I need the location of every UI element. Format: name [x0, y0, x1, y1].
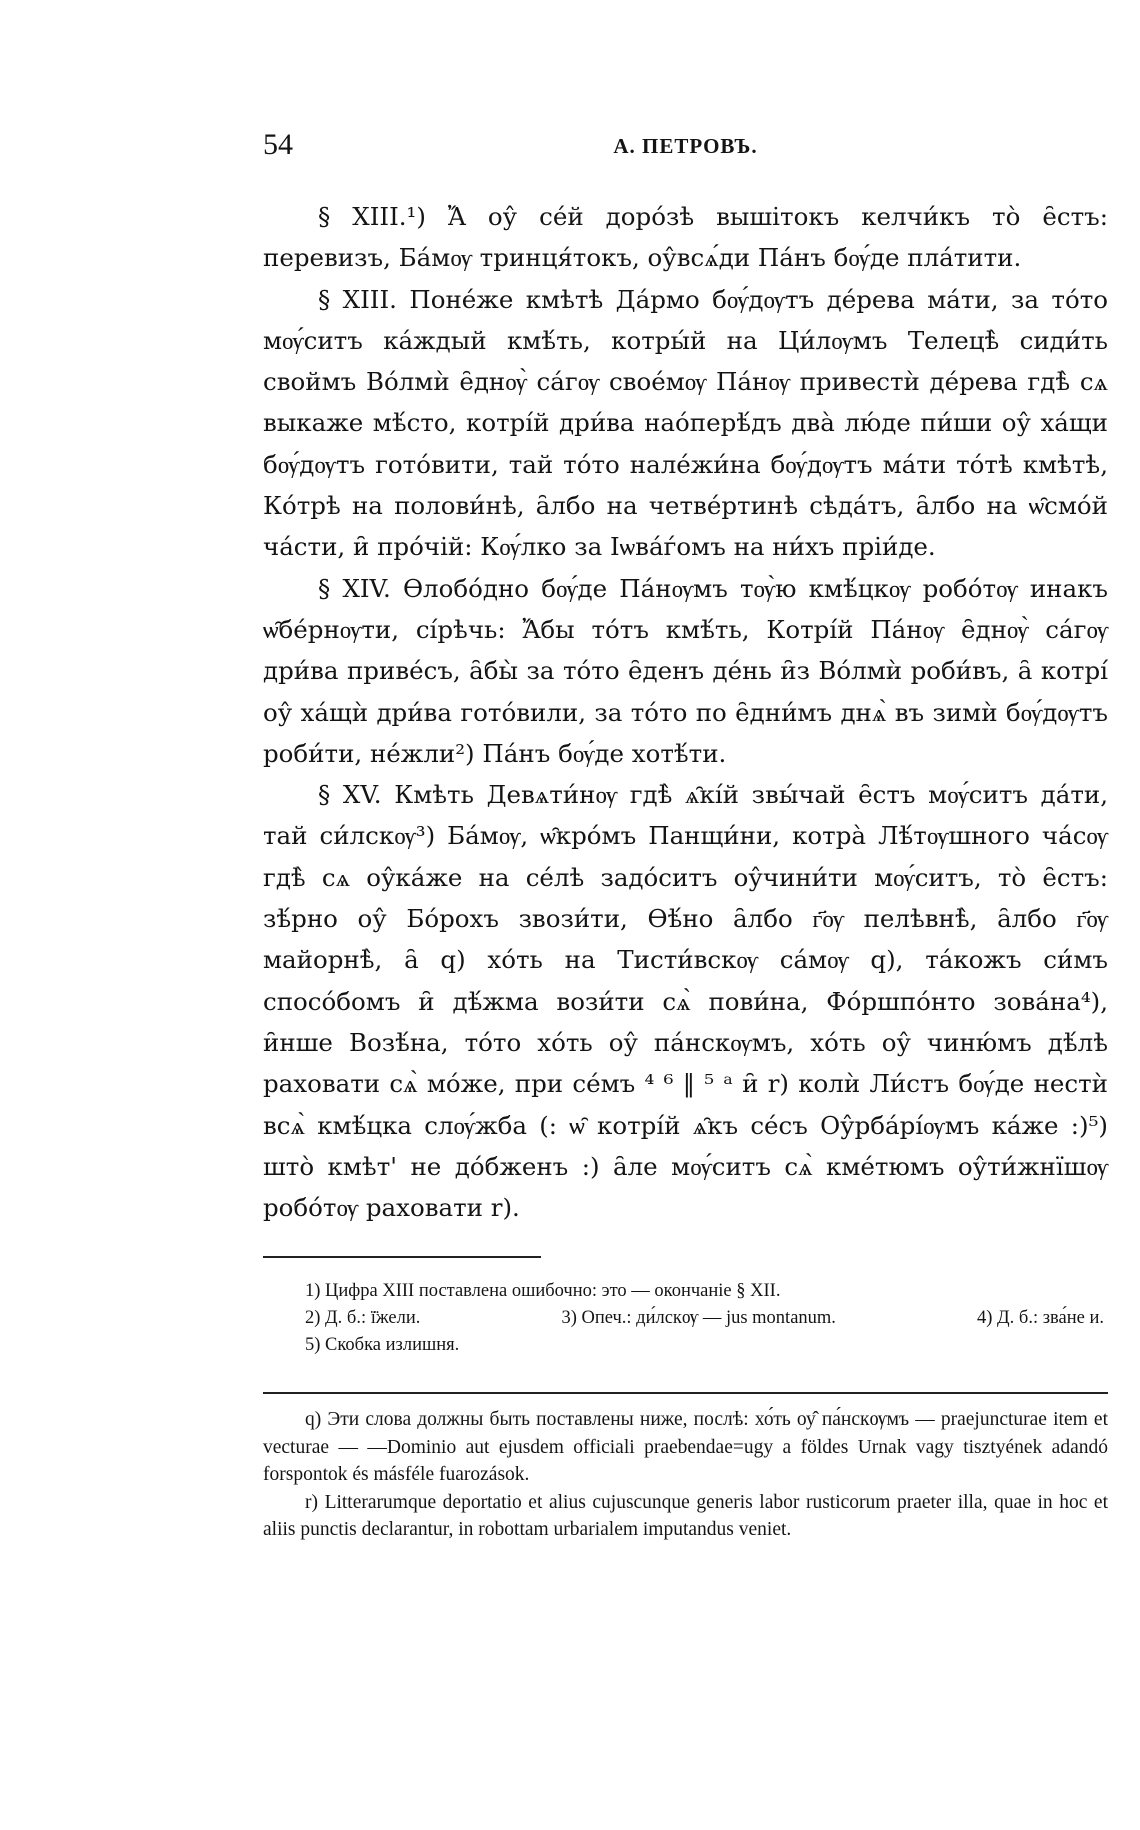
running-head: А. ПЕТРОВЪ.: [613, 134, 758, 158]
editor-notes: [263, 1406, 1108, 1544]
note-q: q) Эти слова должны быть поставлены ниже, послѣ: хо́ть оу̂ па́нскѹмъ — praejuncturae item et vecturae — —Dominio aut ejusdem officiali praebendae=ugy a földes Urnak vagy tisztyének adandó forspontok és másféle fuarozások.: [263, 1409, 1108, 1485]
footnote-row: [305, 1305, 1108, 1332]
paragraph-xiii: § XIII. Поне́же кмѣтѣ Да́рмо бѹ́дѹтъ де́рева ма́ти, за то́то мѹ́ситъ ка́ждый кмѣ́ть, котры́й на Ци́лѹмъ Телецѣ̀ сиди́ть своймъ Во́лмѝ е̑днѹ̀ са́гѹ свое́мѹ Па́нѹ привестѝ де́рева гдѣ̀ сѧ выкаже мѣ́сто, котрі́й дри́ва нао́перѣ́дъ два̀ лю́де пи́ши оу̂ ха́щи бѹ́дѹтъ гото́вити, тай то́то нале́жи́на бѹ́дѹтъ ма́ти то́тѣ кмѣтѣ, Ко́трѣ на полови́нѣ, а̑лбо на четве́ртинѣ сѣда́тъ, а̑лбо на ѡ̑смо́й ча́сти, и̑ про́чій: Кѹ́лко за Іѡва́ѓомъ на ни́хъ пріи́де.: [263, 284, 1108, 562]
footnote-2: 2) Д. б.: ї̈жели.: [305, 1308, 421, 1328]
page-number: 54: [263, 128, 293, 161]
footnote-5: 5) Скобка излишня.: [305, 1335, 460, 1355]
main-text: [263, 196, 1108, 1228]
footnotes: [263, 1278, 1108, 1359]
footnote-4: 4) Д. б.: зва́не и.: [977, 1308, 1104, 1328]
notes-separator: [263, 1392, 1108, 1394]
note-r: r) Litterarumque deportatio et alius cujuscunque generis labor rusticorum praeter illa, quae in hoc et aliis punctis declarantur, in robottam urbarialem imputandus veniet.: [263, 1491, 1108, 1540]
footnote-1: 1) Цифра XIII поставлена ошибочно: это — окончаніе § XII.: [305, 1281, 781, 1301]
paragraph-xv: § XV. Кмѣть Девѧти́нѹ гдѣ̀ ѧ̑кі́й звы́чай е̑стъ мѹ́ситъ да́ти, тай си́лскѹ³) Ба́мѹ, ѡ̑кро́мъ Панщи́ни, котра̀ Лѣ́тѹшного ча́сѹ гдѣ̀ сѧ оу̂ка́же на се́лѣ задо́ситъ оу̂чини́ти мѹ́ситъ, то̀ е̑стъ: зѣ́рно оу̂ Бо́рохъ звози́ти, Ѳѣ́но а̑лбо г҃ѹ пелѣвнѣ̀, а̑лбо г҃ѹ майорнѣ̀, а̑ q) хо́ть на Тисти́вскѹ са́мѹ q), та́кожъ си́мъ спосо́бомъ и̑ дѣ́жма вози́ти сѧ̀ пови́на, Фо́ршпо́нто зова́на⁴), и̑нше Возѣ́на, то́то хо́ть оу̂ па́нскѹмъ, хо́ть оу̂ чиню́мъ дѣ́лѣ раховати сѧ̀ мо́же, при се́мъ ⁴ ⁶ ‖ ⁵ ᵃ и̑ r) колѝ Ли́стъ бѹ́де нестѝ всѧ̀ кмѣ́цка слѹ́жба (: ѡ̑ котрі́й ѧ̑къ се́съ Оу̂рба́рі́ѹмъ ка́же :)⁵) што̀ кмѣт' не до́бженъ :) а̑ле мѹ́ситъ сѧ̀ кме́тюмъ оу̂ти́жнїшѹ робо́тѹ раховати r).: [263, 780, 1108, 1223]
paragraph-xiii-note: § XIII.¹) Ἄ оу̂ се́й доро́зѣ вышітокъ келчи́къ то̀ е̑стъ: перевизъ, Ба́мѹ тринця́токъ, оу̂всѧ́ди Па́нъ бѹ́де пла́тити.: [263, 202, 1108, 273]
paragraph-xiv: § XIV. Ѳлобо́дно бѹ́де Па́нѹмъ тѹ̀ю кмѣ́цкѹ робо́тѹ инакъ ѡ̑бе́рнѹти, сі́рѣчь: Ἄбы то́тъ кмѣ́ть, Котрі́й Па́нѹ е̑днѹ̀ са́гѹ дри́ва приве́съ, а̑бы̀ за то́то е̑денъ де́нь и̑з Во́лмѝ роби́въ, а̑ котрі́ оу̂ ха́щѝ дри́ва гото́вили, за то́то по е̑дни́мъ днѧ̀ въ зимѝ бѹ́дѹтъ роби́ти, не́жли²) Па́нъ бѹ́де хотѣ́ти.: [263, 573, 1108, 768]
footnote-3: 3) Опеч.: ди́лскѹ — jus montanum.: [561, 1308, 836, 1328]
page-header: [263, 128, 1108, 164]
footnote-separator: [263, 1256, 541, 1258]
